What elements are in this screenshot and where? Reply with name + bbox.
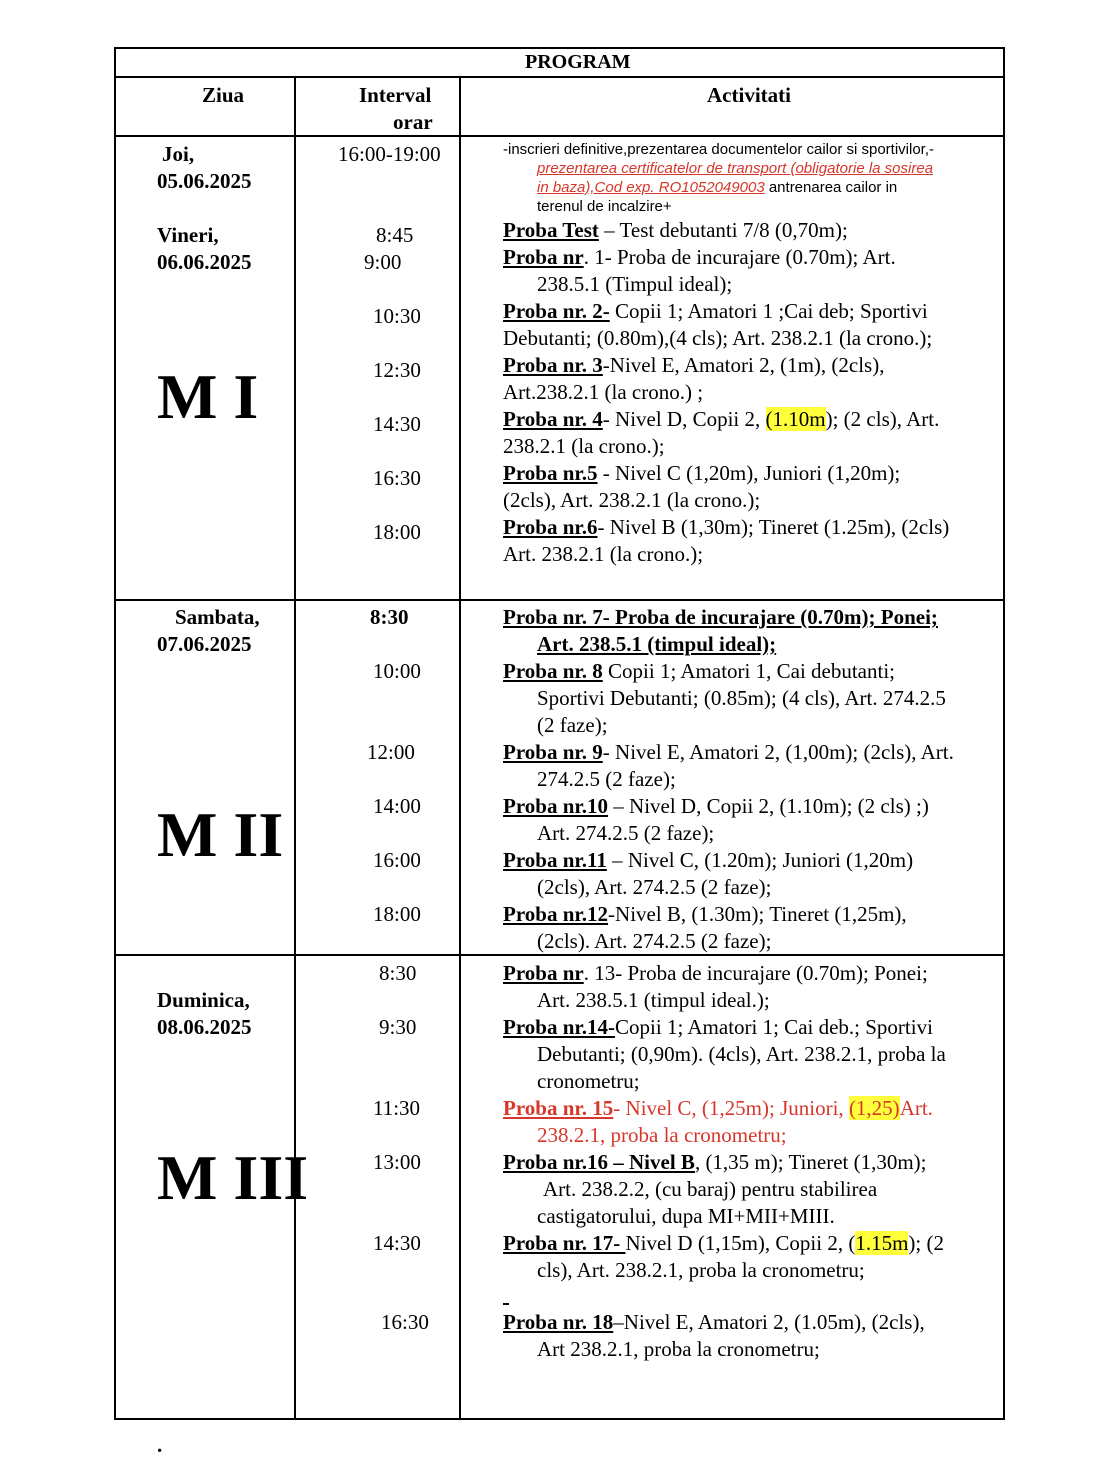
activity-line: Proba nr. 7- Proba de incurajare (0.70m); Ponei; — [503, 605, 938, 629]
event-text: . 13- Proba de incurajare (0.70m); Ponei; — [583, 961, 928, 985]
day-duminica: Duminica, — [157, 988, 250, 1012]
activity-line: Debutanti; (0,90m). (4cls), Art. 238.2.1, proba la — [537, 1042, 946, 1066]
time-slot: 12:00 — [367, 740, 415, 764]
activity-line: Art 238.2.1, proba la cronometru; — [537, 1337, 820, 1361]
activity-line: Sportivi Debutanti; (0.85m); (4 cls), Art. 274.2.5 — [537, 686, 946, 710]
activity-line: (2cls), Art. 238.2.1 (la crono.); — [503, 488, 761, 512]
time-slot: 10:30 — [373, 304, 421, 328]
event-heading: Proba nr. 18 — [503, 1310, 614, 1334]
day-sambata: Sambata, — [175, 605, 260, 629]
time-slot: 14:00 — [373, 794, 421, 818]
date-joi: 05.06.2025 — [157, 169, 252, 193]
joi-activity-line1: -inscrieri definitive,prezentarea documentelor cailor si sportivilor,- — [503, 141, 935, 158]
activity-line: castigatorului, dupa MI+MII+MIII. — [537, 1204, 835, 1228]
event-text: , (1,35 m); Tineret (1,30m); — [694, 1150, 927, 1174]
column-divider-2 — [459, 76, 461, 1420]
event-heading: Proba nr. 9 — [503, 740, 603, 764]
header-row-divider — [114, 135, 1005, 137]
time-slot: 10:00 — [373, 659, 421, 683]
time-slot: 13:00 — [373, 1150, 421, 1174]
event-heading: Proba nr.6 — [503, 515, 598, 539]
event-text: - Nivel C, (1,25m); Juniori, — [613, 1096, 849, 1120]
activity-line: 238.5.1 (Timpul ideal); — [537, 272, 733, 296]
event-heading: Proba nr — [503, 961, 584, 985]
activity-line — [503, 217, 848, 244]
event-text: ); (2 — [908, 1231, 944, 1255]
activity-line — [503, 1309, 925, 1336]
event-heading: Proba nr. 3 — [503, 353, 603, 377]
time-slot: 8:45 — [376, 223, 414, 247]
activity-line — [503, 244, 896, 271]
activity-line — [503, 739, 954, 766]
activity-line: Art. 238.2.1 (la crono.); — [503, 542, 704, 566]
event-text: – Nivel C, (1.20m); Juniori (1,20m) — [606, 848, 914, 872]
header-interval: Interval — [359, 83, 432, 107]
activity-line — [503, 1014, 933, 1041]
event-heading: Proba nr — [503, 245, 584, 269]
activity-line — [503, 298, 928, 325]
time-slot: 18:00 — [373, 520, 421, 544]
joi-activity-text: antrenarea cailor in — [764, 179, 898, 196]
event-heading: Proba nr. 8 — [503, 659, 603, 683]
activity-line: (2cls), Art. 274.2.5 (2 faze); — [537, 875, 772, 899]
event-text: Copii 1; Amatori 1, Cai debutanti; — [602, 659, 896, 683]
activity-line — [503, 460, 900, 487]
title-row-divider — [114, 76, 1005, 78]
event-heading: Proba nr.11 — [503, 848, 607, 872]
activity-line — [503, 658, 895, 685]
activity-line: Art. 238.5.1 (timpul ideal.); — [537, 988, 770, 1012]
time-slot: 18:00 — [373, 902, 421, 926]
event-heading: Proba nr. 17- — [503, 1231, 626, 1255]
time-slot: 9:30 — [379, 1015, 417, 1039]
activity-line — [503, 1230, 944, 1257]
activity-line: Art. 238.5.1 (timpul ideal); — [537, 632, 777, 656]
event-text: - Nivel C (1,20m), Juniori (1,20m); — [597, 461, 901, 485]
mark-m3: M III — [157, 1142, 309, 1213]
event-text: – Test debutanti 7/8 (0,70m); — [598, 218, 848, 242]
event-text: . 1- Proba de incurajare (0.70m); Art. — [583, 245, 896, 269]
activity-line: Art. 274.2.5 (2 faze); — [537, 821, 715, 845]
activity-line: (2cls). Art. 274.2.5 (2 faze); — [537, 929, 772, 953]
event-heading: Proba nr.14- — [503, 1015, 616, 1039]
transport-code: in baza),Cod exp. RO1052049003 — [537, 179, 765, 196]
activity-line — [503, 514, 949, 541]
joi-activity-line3 — [537, 178, 897, 197]
column-divider-1 — [294, 76, 296, 1420]
mark-m2: M II — [157, 799, 284, 870]
event-text: – Nivel D, Copii 2, (1.10m); (2 cls) ;) — [608, 794, 929, 818]
day-joi: Joi, — [162, 142, 195, 166]
activity-line — [503, 901, 907, 928]
header-activities: Activitati — [707, 83, 791, 107]
activity-line — [503, 1149, 927, 1176]
header-day: Ziua — [202, 83, 245, 107]
header-interval-orar: orar — [393, 110, 433, 134]
activity-line: Debutanti; (0.80m),(4 cls); Art. 238.2.1 (la crono.); — [503, 326, 933, 350]
activity-line — [503, 406, 939, 433]
time-slot: 16:30 — [373, 466, 421, 490]
time-slot: 8:30 — [370, 605, 409, 629]
event-text: - Nivel D, Copii 2, — [602, 407, 766, 431]
table-border-right — [1003, 47, 1005, 1420]
time-slot: 14:30 — [373, 412, 421, 436]
event-heading: Proba nr.5 — [503, 461, 598, 485]
time-slot: 8:30 — [379, 961, 417, 985]
time-slot: 12:30 — [373, 358, 421, 382]
date-duminica: 08.06.2025 — [157, 1015, 252, 1039]
table-border-bottom — [114, 1418, 1005, 1420]
activity-line — [503, 847, 913, 874]
event-heading: Proba nr.12 — [503, 902, 609, 926]
joi-activity-line2: prezentarea certificatelor de transport (obligatorie la sosirea — [537, 160, 934, 177]
event-text: ); (2 cls), Art. — [825, 407, 940, 431]
event-heading: Proba nr.10 — [503, 794, 609, 818]
time-slot: 16:00-19:00 — [338, 142, 441, 166]
event-text: Copii 1; Amatori 1; Cai deb.; Sportivi — [615, 1015, 933, 1039]
activity-line — [503, 1095, 933, 1122]
date-sambata: 07.06.2025 — [157, 632, 252, 656]
activity-line: Art. 238.2.2, (cu baraj) pentru stabilirea — [543, 1177, 878, 1201]
mark-m1: M I — [157, 361, 259, 432]
day-vineri: Vineri, — [157, 223, 219, 247]
event-text: -Nivel E, Amatori 2, (1m), (2cls), — [602, 353, 885, 377]
event-heading: Proba Test — [503, 218, 599, 242]
stray-underline — [503, 1303, 509, 1305]
activity-line: (2 faze); — [537, 713, 608, 737]
event-text: Art. — [899, 1096, 933, 1120]
highlighted-text: (1,25) — [848, 1096, 900, 1120]
event-heading: Proba nr. 2- — [503, 299, 610, 323]
time-slot: 14:30 — [373, 1231, 421, 1255]
event-heading: Proba nr. 4 — [503, 407, 603, 431]
event-heading: Proba nr. 15 — [503, 1096, 614, 1120]
time-slot: 9:00 — [364, 250, 402, 274]
time-slot: 16:00 — [373, 848, 421, 872]
time-slot: 11:30 — [373, 1096, 421, 1120]
row-divider-1 — [114, 599, 1005, 601]
footer-dot: . — [157, 1433, 163, 1457]
activity-line: Art.238.2.1 (la crono.) ; — [503, 380, 704, 404]
page-title: PROGRAM — [525, 51, 631, 73]
event-text: –Nivel E, Amatori 2, (1.05m), (2cls), — [613, 1310, 925, 1334]
date-vineri: 06.06.2025 — [157, 250, 252, 274]
activity-line — [503, 352, 884, 379]
joi-activity-line4: terenul de incalzire+ — [537, 198, 672, 215]
event-text: - Nivel E, Amatori 2, (1,00m); (2cls), Art. — [602, 740, 954, 764]
table-border-left — [114, 47, 116, 1420]
event-text: - Nivel B (1,30m); Tineret (1.25m), (2cls) — [597, 515, 950, 539]
event-text: Nivel D (1,15m), Copii 2, ( — [625, 1231, 856, 1255]
activity-line — [503, 960, 928, 987]
activity-line: 274.2.5 (2 faze); — [537, 767, 676, 791]
event-text: -Nivel B, (1.30m); Tineret (1,25m), — [608, 902, 907, 926]
highlighted-text: 1.15m — [855, 1231, 909, 1255]
event-text: Copii 1; Amatori 1 ;Cai deb; Sportivi — [609, 299, 928, 323]
activity-line: cronometru; — [537, 1069, 640, 1093]
activity-line — [503, 793, 929, 820]
time-slot: 16:30 — [381, 1310, 429, 1334]
event-heading: Proba nr.16 – Nivel B — [503, 1150, 695, 1174]
highlighted-text: (1.10m — [765, 407, 826, 431]
activity-line: cls), Art. 238.2.1, proba la cronometru; — [537, 1258, 865, 1282]
activity-line: 238.2.1 (la crono.); — [503, 434, 665, 458]
activity-line: 238.2.1, proba la cronometru; — [537, 1123, 787, 1147]
